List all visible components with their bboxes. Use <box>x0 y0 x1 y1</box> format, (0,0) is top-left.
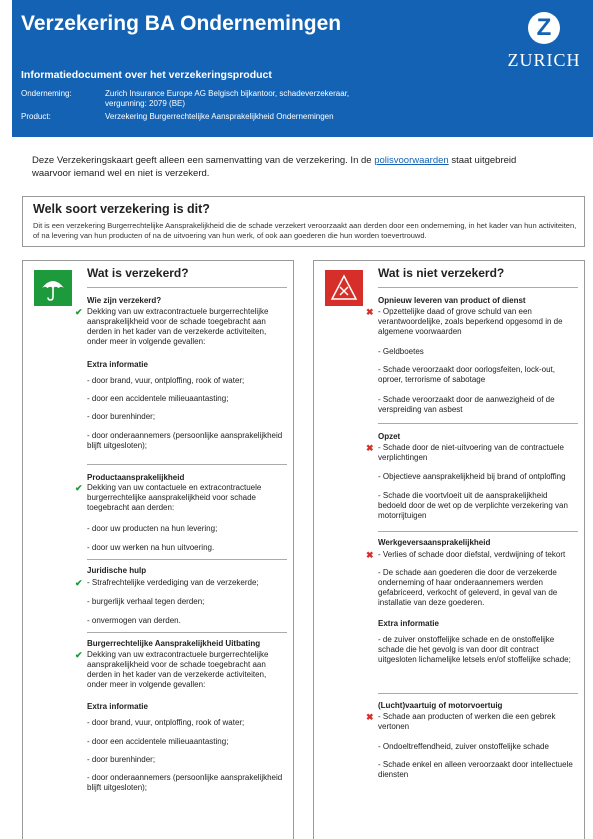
list-item: - door brand, vuur, ontploffing, rook of water; <box>87 718 245 727</box>
divider <box>378 693 578 694</box>
list-item: - Schade door de niet-uitvoering van de contractuele verplichtingen <box>378 443 564 462</box>
divider <box>87 464 287 465</box>
intro-text <box>32 154 542 180</box>
section-title: Wie zijn verzekerd? <box>87 296 162 305</box>
list-item: - Opzettelijke daad of grove schuld van een verantwoordelijke, zoals beperkend opgesomd in de algemene voorwaarden <box>378 307 563 336</box>
list-item: - Schade enkel en alleen veroorzaakt door intellectuele diensten <box>378 760 573 779</box>
meta-label: Onderneming: <box>21 89 72 98</box>
not-covered-icon <box>325 270 363 306</box>
insurance-type-text: Dit is een verzekering Burgerrechtelijke Aansprakelijkheid die de schade verzekert veroorzaakt aan derden door een onderneming, in het kader van hun activiteiten, of na levering van hun producten of na de uitvoering van hun werk, of ook aan goederen die hun worden toevertrouwd. <box>33 221 577 240</box>
insured-title: Wat is verzekerd? <box>87 266 189 280</box>
section-title: Werkgeversaansprakelijkheid <box>378 538 491 547</box>
logo-wordmark: ZURICH <box>507 50 581 70</box>
insured-column <box>22 260 294 839</box>
list-item: - Schade aan producten of werken die een gebrek vertonen <box>378 712 556 731</box>
section-text: Dekking van uw contactuele en extracontractuele burgerrechtelijke aansprakelijkheid voor schade toegebracht aan derden: <box>87 483 262 512</box>
list-item: - Ondoeltreffendheid, zuiver onstoffelijke schade <box>378 742 549 751</box>
page-title: Verzekering BA Ondernemingen <box>21 12 342 35</box>
list-item: - door onderaannemers (persoonlijke aansprakelijkheid blijft uitgesloten); <box>87 773 283 792</box>
list-item: - door uw producten na hun levering; <box>87 524 218 533</box>
not-insured-title: Wat is niet verzekerd? <box>378 266 505 280</box>
header-banner <box>12 0 593 137</box>
divider <box>87 287 287 288</box>
check-icon: ✔ <box>75 578 83 588</box>
section-text: Dekking van uw extracontractuele burgerrechtelijke aansprakelijkheid voor de schade toegebracht aan derden in het kader van de verzekerde activiteiten, onder meer in volgende gevallen: <box>87 307 269 346</box>
list-item: - door brand, vuur, ontploffing, rook of water; <box>87 376 245 385</box>
divider <box>87 632 287 633</box>
meta-label: Product: <box>21 112 51 121</box>
check-icon: ✔ <box>75 650 83 660</box>
cross-icon: ✖ <box>366 550 374 560</box>
list-item: - onvermogen van derden. <box>87 616 181 625</box>
section-title: Opzet <box>378 432 401 441</box>
list-item: - De schade aan goederen die door de verzekerde onderneming of haar onderaannemers werden gefabriceerd, verkocht of geleverd, in geval van de installatie van deze goederen. <box>378 568 558 607</box>
list-item: - door uw werken na hun uitvoering. <box>87 543 215 552</box>
list-item: - de zuiver onstoffelijke schade en de onstoffelijke schade die het gevolg is van door dit contract uitgesloten lichamelijke letsels en/of stoffelijke schade; <box>378 635 571 664</box>
divider <box>378 531 578 532</box>
umbrella-icon <box>34 270 72 306</box>
list-item: - burgerlijk verhaal tegen derden; <box>87 597 205 606</box>
divider <box>378 287 578 288</box>
insurance-type-box <box>22 196 585 247</box>
check-icon: ✔ <box>75 483 83 493</box>
cross-icon: ✖ <box>366 307 374 317</box>
extra-info-label: Extra informatie <box>378 619 439 628</box>
list-item: - Objectieve aansprakelijkheid bij brand of ontploffing <box>378 472 566 481</box>
list-item: - Verlies of schade door diefstal, verdwijning of tekort <box>378 550 566 559</box>
cross-icon: ✖ <box>366 443 374 453</box>
list-item: - door onderaannemers (persoonlijke aansprakelijkheid blijft uitgesloten); <box>87 431 283 450</box>
meta-value: Zurich Insurance Europe AG Belgisch bijkantoor, schadeverzekeraar, vergunning: 2079 (BE) <box>105 89 350 108</box>
divider <box>87 559 287 560</box>
meta-value: Verzekering Burgerrechtelijke Aansprakelijkheid Ondernemingen <box>105 112 334 121</box>
insurance-type-title: Welk soort verzekering is dit? <box>33 202 210 216</box>
cross-icon: ✖ <box>366 712 374 722</box>
check-icon: ✔ <box>75 307 83 317</box>
list-item: - Schade veroorzaakt door oorlogsfeiten, lock-out, oproer, terrorisme of sabotage <box>378 365 555 384</box>
zurich-logo <box>499 12 589 72</box>
not-insured-column <box>313 260 585 839</box>
list-item: - Geldboetes <box>378 347 424 356</box>
section-title: (Lucht)vaartuig of motorvoertuig <box>378 701 503 710</box>
intro-before: Deze Verzekeringskaart geeft alleen een samenvatting van de verzekering. In de <box>32 155 375 166</box>
extra-info-label: Extra informatie <box>87 702 148 711</box>
list-item: - door burenhinder; <box>87 755 156 764</box>
page-subtitle: Informatiedocument over het verzekeringsproduct <box>21 69 272 81</box>
section-title: Burgerrechtelijke Aansprakelijkheid Uitbating <box>87 639 261 648</box>
section-title: Opnieuw leveren van product of dienst <box>378 296 526 305</box>
section-title: Juridische hulp <box>87 566 147 575</box>
logo-z-icon: Z <box>536 14 552 41</box>
intro-after: staat uitgebreid waarvoor iemand wel en niet is verzekerd. <box>32 155 517 179</box>
policy-conditions-link[interactable]: polisvoorwaarden <box>374 155 449 166</box>
list-item: - Strafrechtelijke verdediging van de verzekerde; <box>87 578 259 587</box>
list-item: - Schade die voortvloeit uit de aansprakelijkheid bedoeld door de wet op de verplichte verzekering van motorrijtuigen <box>378 491 568 520</box>
divider <box>378 423 578 424</box>
list-item: - Schade veroorzaakt door de aanwezigheid of de verspreiding van asbest <box>378 395 555 414</box>
extra-info-label: Extra informatie <box>87 360 148 369</box>
section-title: Productaansprakelijkheid <box>87 473 185 482</box>
list-item: - door een accidentele milieuaantasting; <box>87 737 229 746</box>
list-item: - door een accidentele milieuaantasting; <box>87 394 229 403</box>
list-item: - door burenhinder; <box>87 412 156 421</box>
section-text: Dekking van uw extracontractuele burgerrechtelijke aansprakelijkheid voor de schade toegebracht aan derden in het kader van de verzekerde activiteiten, onder meer in volgende gevallen: <box>87 650 269 689</box>
